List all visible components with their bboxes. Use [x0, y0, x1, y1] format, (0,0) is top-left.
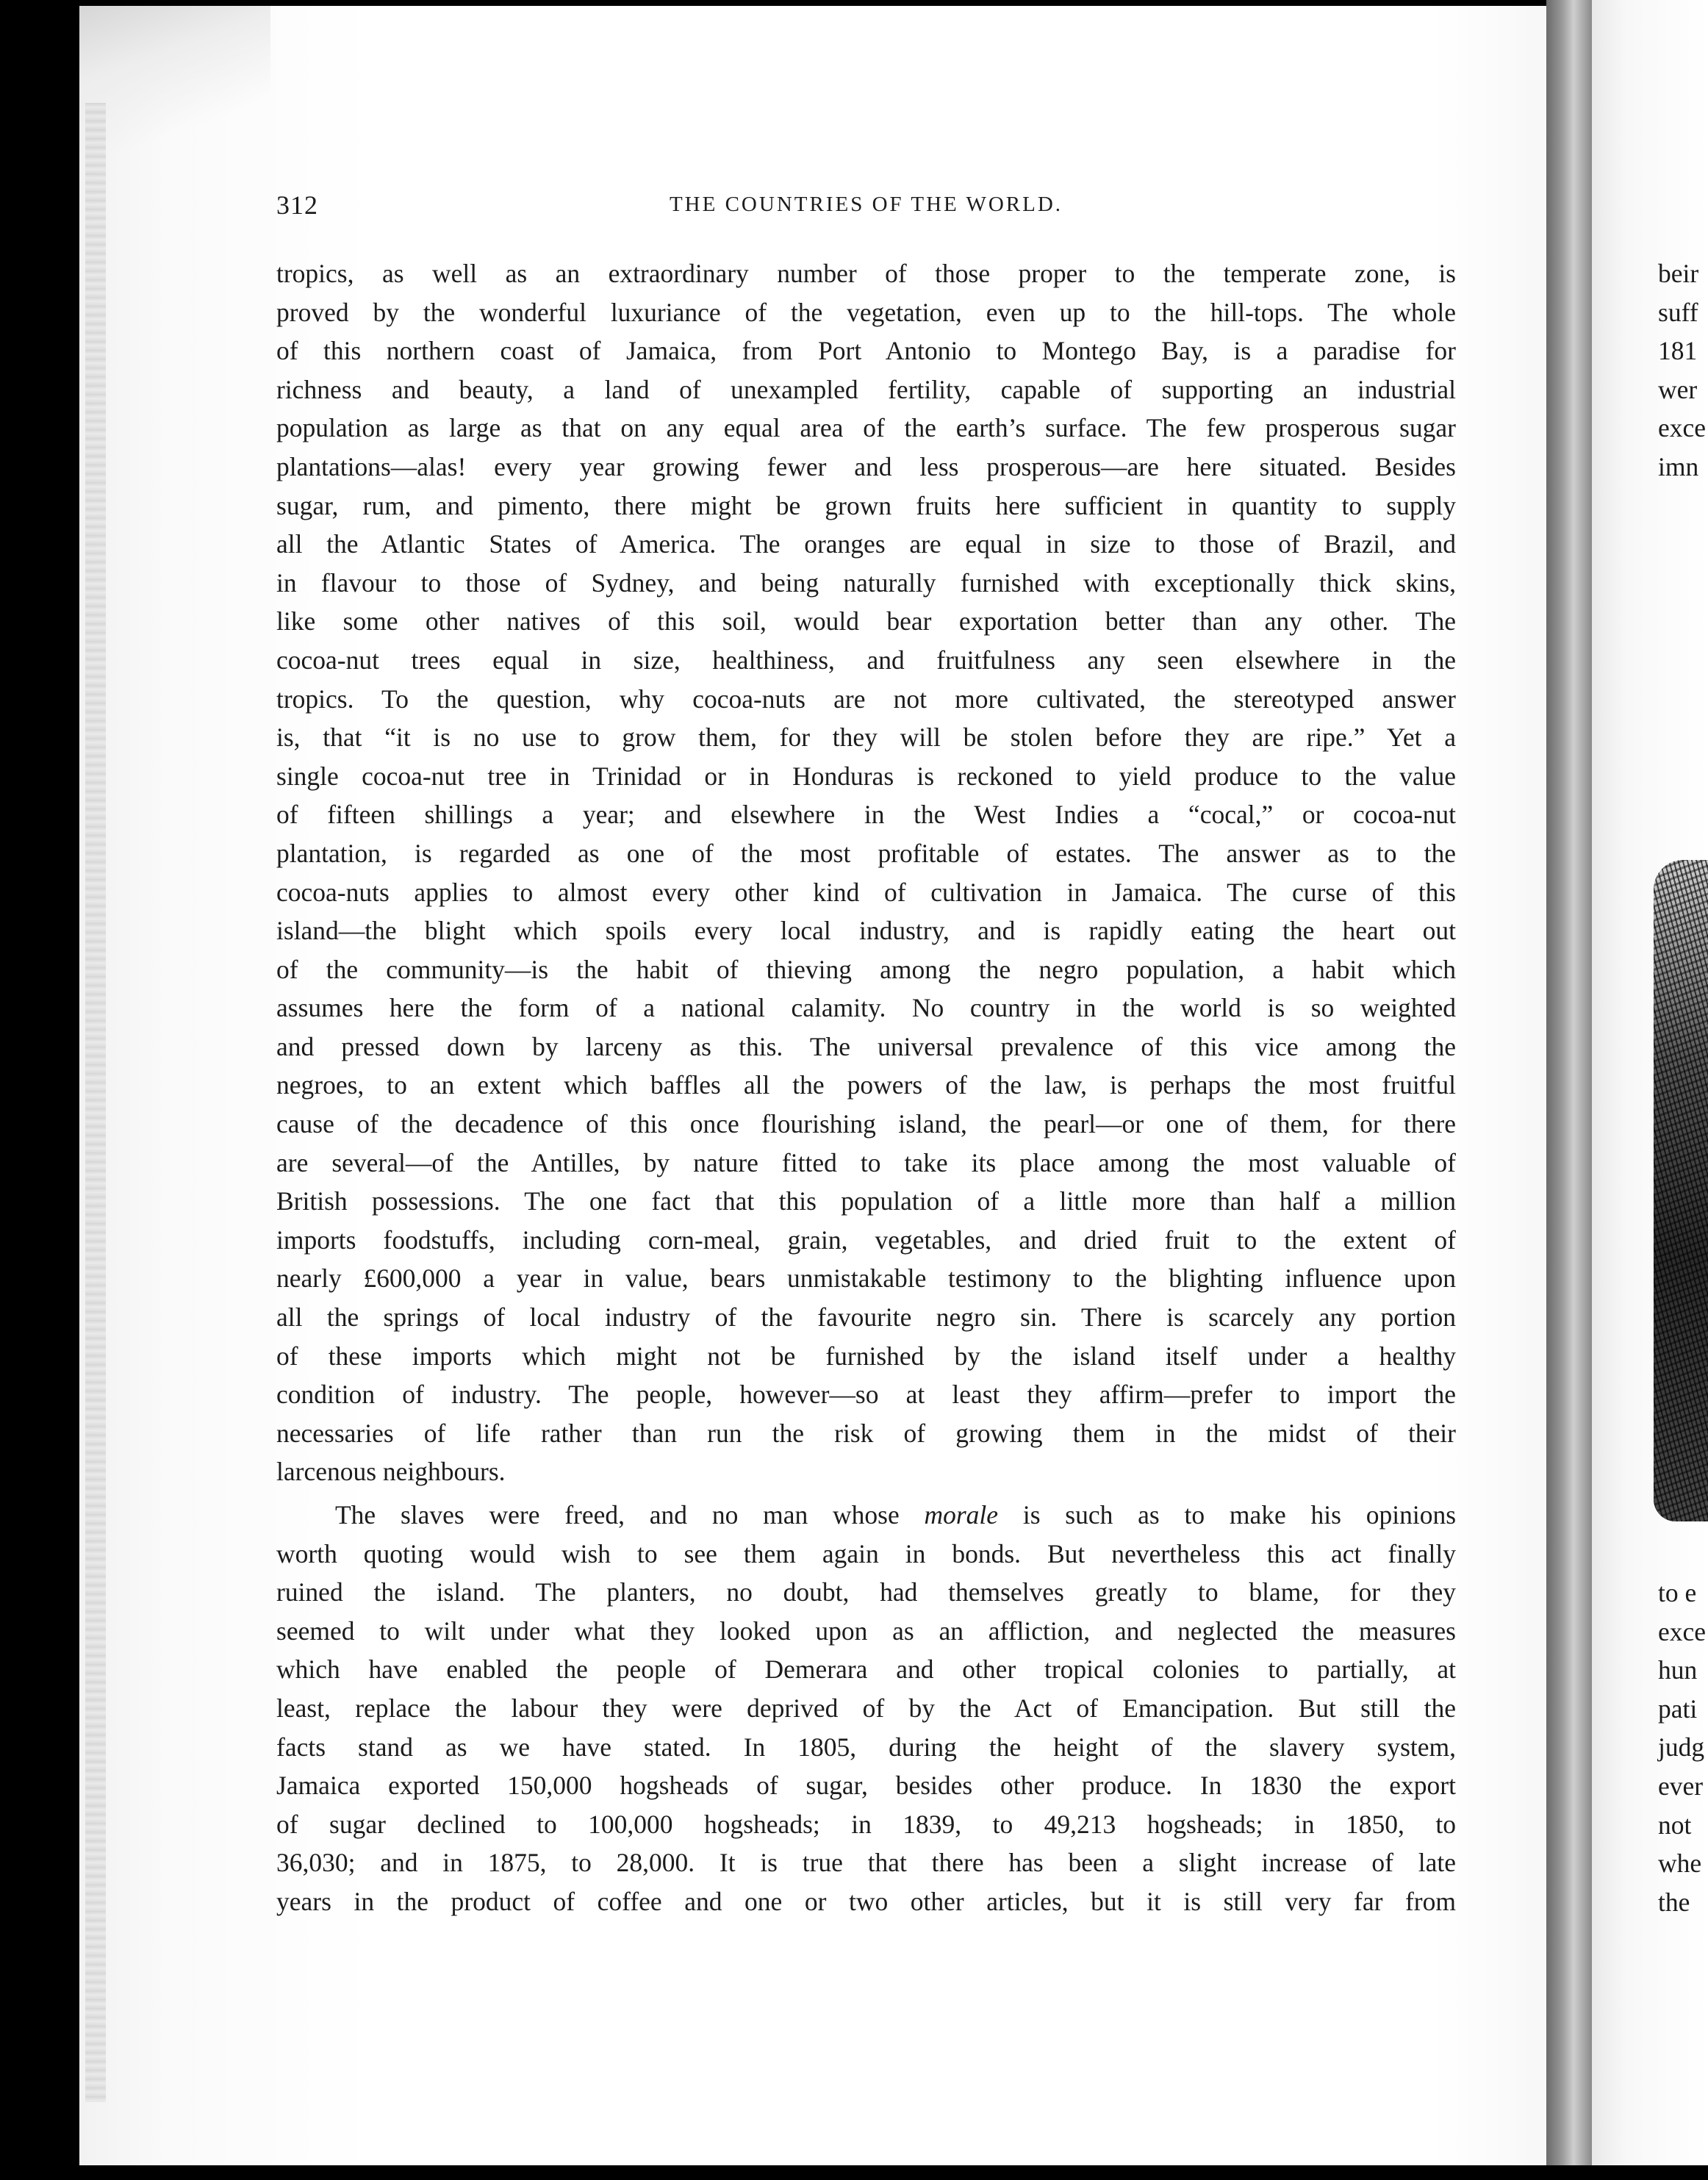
text-segment: is such as to make his opinions: [1022, 1500, 1457, 1530]
text-line: British possessions. The one fact that this population of a little more than half a million: [276, 1186, 1456, 1216]
text-line: of sugar declined to 100,000 hogsheads; in 1839, to 49,213 hogsheads; in 1850, to: [276, 1809, 1456, 1839]
paragraph-2: [276, 1496, 1456, 1921]
text-line: population as large as that on any equal area of the earth’s surface. The few prosperous sugar: [276, 413, 1456, 443]
text-line: cocoa-nut trees equal in size, healthiness, and fruitfulness any seen elsewhere in the: [276, 645, 1456, 675]
text-line: seemed to wilt under what they looked upon as an affliction, and neglected the measures: [276, 1616, 1456, 1646]
facing-page-text-bottom: [1658, 1574, 1708, 1921]
facing-page-fragment: not: [1658, 1810, 1692, 1840]
text-line: imports foodstuffs, including corn-meal, grain, vegetables, and dried fruit to the extent of: [276, 1225, 1456, 1255]
text-line: and pressed down by larceny as this. The universal prevalence of this vice among the: [276, 1031, 1456, 1061]
text-line: which have enabled the people of Demerara and other tropical colonies to partially, at: [276, 1654, 1456, 1685]
text-line: least, replace the labour they were deprived of by the Act of Emancipation. But still the: [276, 1693, 1456, 1723]
text-segment: The slaves were freed, and no man whose: [335, 1500, 900, 1530]
text-line: richness and beauty, a land of unexampled fertility, capable of supporting an industrial: [276, 374, 1456, 404]
running-head: [276, 190, 1456, 219]
text-line: assumes here the form of a national calamity. No country in the world is so weighted: [276, 993, 1456, 1023]
italic-word: morale: [924, 1500, 999, 1530]
text-line: in flavour to those of Sydney, and being naturally furnished with exceptionally thick skins,: [276, 567, 1456, 598]
page-curl-shadow: [79, 6, 270, 153]
text-line: larcenous neighbours.: [276, 1457, 506, 1487]
text-line: cause of the decadence of this once flourishing island, the pearl—or one of them, for there: [276, 1109, 1456, 1139]
text-line: 36,030; and in 1875, to 28,000. It is true that there has been a slight increase of late: [276, 1848, 1456, 1878]
text-line: [276, 1496, 1456, 1535]
book-gutter: [1546, 0, 1592, 2180]
facing-page-fragment: pati: [1658, 1693, 1698, 1724]
facing-page-fragment: ever: [1658, 1771, 1704, 1801]
text-line: sugar, rum, and pimento, there might be grown fruits here sufficient in quantity to supply: [276, 490, 1456, 520]
text-line: all the springs of local industry of the favourite negro sin. There is scarcely any portion: [276, 1302, 1456, 1333]
text-line: Jamaica exported 150,000 hogsheads of sugar, besides other produce. In 1830 the export: [276, 1771, 1456, 1801]
text-line: proved by the wonderful luxuriance of the vegetation, even up to the hill-tops. The whole: [276, 297, 1456, 327]
text-line: necessaries of life rather than run the risk of growing them in the midst of their: [276, 1418, 1456, 1448]
facing-page-fragment: judg: [1658, 1732, 1705, 1763]
facing-page-fragment: exce: [1658, 1616, 1707, 1646]
facing-page-fragment: the: [1658, 1887, 1690, 1917]
text-line: of fifteen shillings a year; and elsewhere in the West Indies a “cocal,” or cocoa-nut: [276, 800, 1456, 830]
scan-border-left: [0, 0, 79, 2180]
facing-page-fragment: exce: [1658, 413, 1707, 443]
text-line: plantation, is regarded as one of the most profitable of estates. The answer as to the: [276, 838, 1456, 868]
text-line: is, that “it is no use to grow them, for they will be stolen before they are ripe.” Yet a: [276, 723, 1456, 753]
text-line: facts stand as we have stated. In 1805, during the height of the slavery system,: [276, 1732, 1456, 1762]
text-line: condition of industry. The people, however—so at least they affirm—prefer to import the: [276, 1380, 1456, 1410]
running-title: THE COUNTRIES OF THE WORLD.: [669, 193, 1063, 216]
page-edge-stack: [85, 103, 106, 2102]
text-line: tropics, as well as an extraordinary number of those proper to the temperate zone, is: [276, 259, 1456, 288]
facing-page-fragment: suff: [1658, 297, 1698, 327]
text-line: plantations—alas! every year growing fewer and less prosperous—are here situated. Besides: [276, 451, 1456, 481]
text-line: of this northern coast of Jamaica, from Port Antonio to Montego Bay, is a paradise for: [276, 336, 1456, 366]
facing-page-fragment: beir: [1658, 259, 1699, 288]
facing-page-fragment: hun: [1658, 1655, 1698, 1685]
text-line: cocoa-nuts applies to almost every other kind of cultivation in Jamaica. The curse of this: [276, 877, 1456, 907]
paragraph-1: [276, 254, 1456, 1491]
text-line: like some other natives of this soil, would bear exportation better than any other. The: [276, 606, 1456, 637]
text-line: ruined the island. The planters, no doubt, had themselves greatly to blame, for they: [276, 1577, 1456, 1607]
text-line: all the Atlantic States of America. The oranges are equal in size to those of Brazil, and: [276, 529, 1456, 559]
facing-page-engraving: [1654, 860, 1708, 1521]
text-line: of these imports which might not be furnished by the island itself under a healthy: [276, 1341, 1456, 1371]
text-line: worth quoting would wish to see them again in bonds. But nevertheless this act finally: [276, 1538, 1456, 1568]
text-line: island—the blight which spoils every local industry, and is rapidly eating the heart out: [276, 916, 1456, 946]
text-line: of the community—is the habit of thieving among the negro population, a habit which: [276, 954, 1456, 984]
facing-page-fragment: to e: [1658, 1578, 1697, 1607]
facing-page-text-top: [1658, 254, 1708, 487]
text-line: single cocoa-nut tree in Trinidad or in Honduras is reckoned to yield produce to the value: [276, 761, 1456, 791]
scan-border-bottom: [0, 2165, 1708, 2180]
page-number: 312: [276, 190, 318, 220]
text-line: years in the product of coffee and one or two other articles, but it is still very far from: [276, 1886, 1456, 1916]
text-line: are several—of the Antilles, by nature fitted to take its place among the most valuable of: [276, 1147, 1456, 1177]
facing-page-fragment: whe: [1658, 1849, 1702, 1879]
text-line: nearly £600,000 a year in value, bears unmistakable testimony to the blighting influence upon: [276, 1263, 1456, 1294]
text-line: negroes, to an extent which baffles all the powers of the law, is perhaps the most fruitful: [276, 1070, 1456, 1100]
text-line: tropics. To the question, why cocoa-nuts are not more cultivated, the stereotyped answer: [276, 684, 1456, 714]
facing-page-fragment: wer: [1658, 374, 1698, 404]
facing-page-fragment: 181: [1658, 336, 1698, 366]
facing-page-fragment: imn: [1658, 451, 1699, 481]
